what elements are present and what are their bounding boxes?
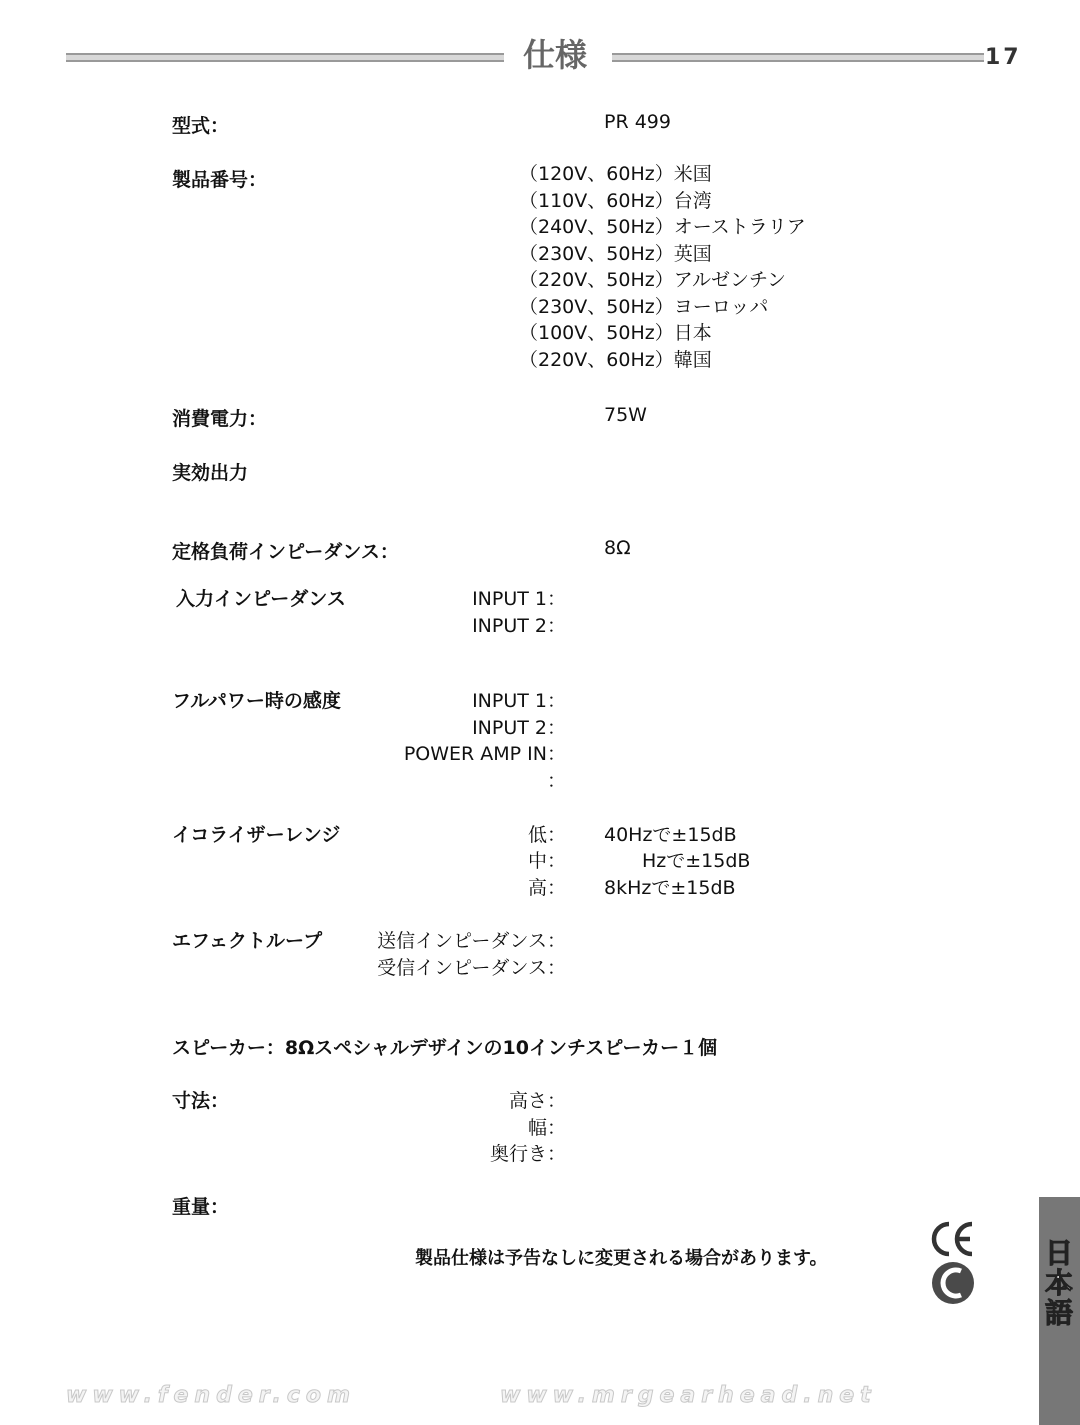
input-impedance-label: 入力インピーダンス [176,588,346,610]
product-number-item: （220V、60Hz）韓国 [519,348,712,371]
product-number-item: （230V、50Hz）ヨーロッパ [519,295,769,318]
sensitivity-label: フルパワー時の感度 [172,690,341,712]
input-impedance-sub: INPUT 2： [472,615,566,637]
speaker-line: スピーカー：8Ωスペシャルデザインの10インチスピーカー１個 [172,1037,718,1059]
page-title: 仕様 [522,36,587,74]
power-consumption-value: 75W [604,404,647,426]
input-impedance-sub: INPUT 1： [472,588,566,610]
rated-load-label: 定格負荷インピーダンス： [172,541,399,563]
sensitivity-sub: ： [546,770,566,792]
effects-loop-sub: 受信インピーダンス： [377,957,566,979]
product-number-item: （110V、60Hz）台湾 [519,189,712,212]
header-rule-right [612,53,984,62]
eq-value: 8kHzで±15dB [604,877,736,899]
ce-mark-icon [928,1218,976,1264]
product-number-label: 製品番号： [172,169,268,191]
product-number-item: （120V、60Hz）米国 [519,163,712,185]
eq-sub: 中： [527,850,566,872]
eq-value: Hzで±15dB [642,850,751,872]
header-rule-left [66,53,504,62]
c-tick-icon [931,1261,975,1309]
footer-url-fender: www.fender.com [66,1383,356,1408]
model-label: 型式： [172,115,230,137]
output-label: 実効出力 [172,462,249,484]
sensitivity-sub: POWER AMP IN： [403,743,566,765]
product-number-item: （220V、50Hz）アルゼンチン [519,269,786,291]
spec-change-notice: 製品仕様は予告なしに変更される場合があります。 [415,1248,828,1269]
dimensions-sub: 奥行き： [489,1143,566,1165]
effects-loop-label: エフェクトループ [172,930,323,952]
language-side-tab-label: 日本語 [1041,1238,1074,1328]
rated-load-value: 8Ω [604,537,631,559]
product-number-list [519,161,806,373]
product-number-item: （230V、50Hz）英国 [519,242,712,265]
model-value: PR 499 [604,111,671,133]
product-number-item: （100V、50Hz）日本 [519,322,712,344]
sensitivity-sub: INPUT 1： [472,690,566,712]
sensitivity-sub: INPUT 2： [472,717,566,739]
product-number-item: （240V、50Hz）オーストラリア [519,216,806,238]
eq-sub: 低： [527,824,566,846]
eq-label: イコライザーレンジ [172,824,341,846]
page-number: 17 [985,45,1022,70]
weight-label: 重量： [172,1196,230,1218]
dimensions-sub: 幅： [527,1117,566,1139]
power-consumption-label: 消費電力： [172,408,268,430]
eq-sub: 高： [527,877,566,899]
dimensions-sub: 高さ： [508,1090,566,1112]
eq-value: 40Hzで±15dB [604,824,737,846]
dimensions-label: 寸法： [172,1090,230,1112]
footer-url-mrgearhead: www.mrgearhead.net [500,1383,877,1408]
effects-loop-sub: 送信インピーダンス： [377,930,566,952]
